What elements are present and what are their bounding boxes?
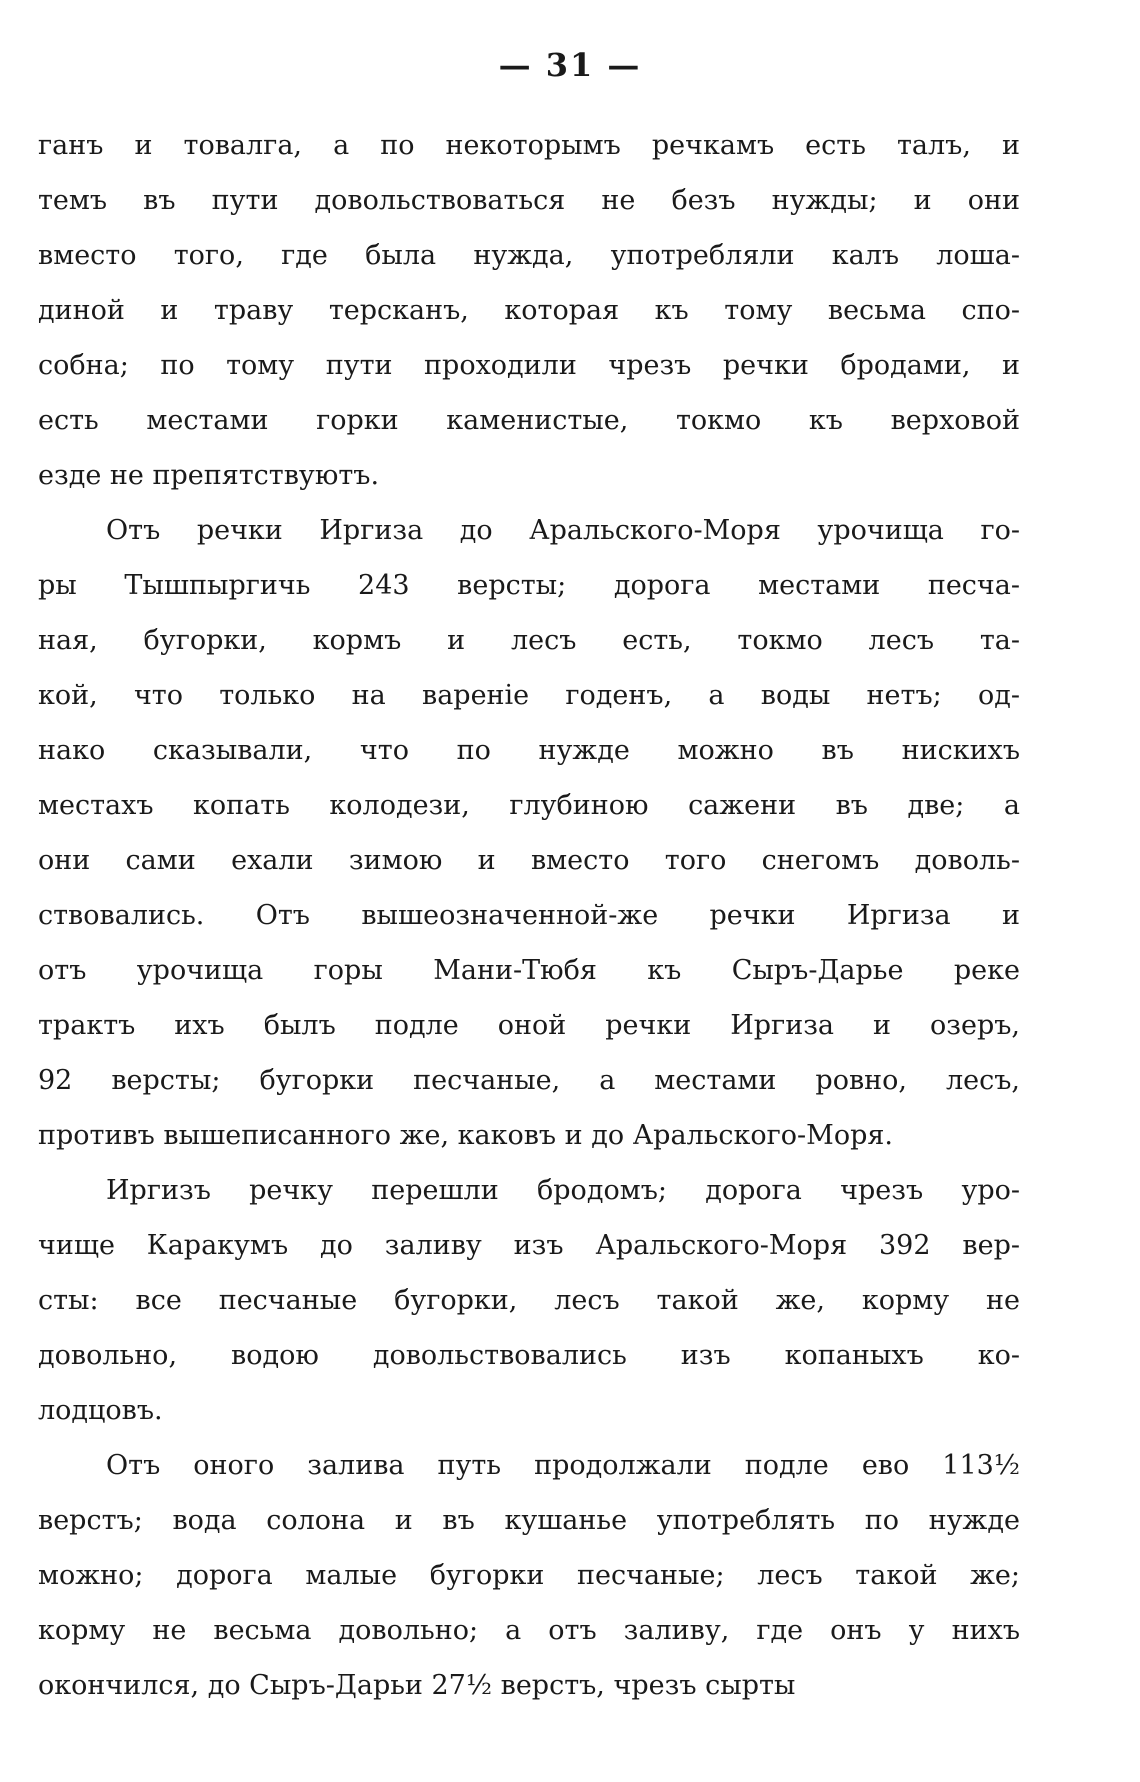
text-line: сты: все песчаные бугорки, лесъ такой же, корму не (38, 1285, 1020, 1316)
text-line: можно; дорога малые бугорки песчаные; лесъ такой же; (38, 1560, 1020, 1591)
text-line: местахъ копать колодези, глубиною сажени въ две; а (38, 790, 1020, 821)
text-line: езде не препятствуютъ. (38, 460, 380, 491)
text-line: корму не весьма довольно; а отъ заливу, где онъ у нихъ (38, 1615, 1020, 1646)
text-line: довольно, водою довольствовались изъ копаныхъ ко- (38, 1340, 1020, 1371)
text-line: трактъ ихъ былъ подле оной речки Иргиза и озеръ, (38, 1010, 1020, 1041)
paragraph (38, 1163, 1020, 1438)
text-line: ганъ и товалга, а по некоторымъ речкамъ есть талъ, и (38, 130, 1020, 161)
text-line: они сами ехали зимою и вместо того снегомъ доволь- (38, 845, 1020, 876)
text-line: Отъ оного залива путь продолжали подле ево 113½ (106, 1450, 1020, 1481)
text-line: чище Каракумъ до заливу изъ Аральского-Моря 392 вер- (38, 1230, 1020, 1261)
text-line: ствовались. Отъ вышеозначенной-же речки Иргиза и (38, 900, 1020, 931)
body-text (38, 118, 1020, 1713)
text-line: ры Тышпыргичь 243 версты; дорога местами песча- (38, 570, 1020, 601)
paragraph (38, 503, 1020, 1163)
text-line: темъ въ пути довольствоваться не безъ нужды; и они (38, 185, 1020, 216)
text-line: Иргизъ речку перешли бродомъ; дорога чрезъ уро- (106, 1175, 1020, 1206)
text-line: отъ урочища горы Мани-Тюбя къ Сыръ-Дарье реке (38, 955, 1020, 986)
text-line: окончился, до Сыръ-Дарьи 27½ верстъ, чрезъ сырты (38, 1670, 796, 1701)
text-line: верстъ; вода солона и въ кушанье употреблять по нужде (38, 1505, 1020, 1536)
text-line: лодцовъ. (38, 1395, 163, 1426)
paragraph (38, 118, 1020, 503)
text-line: Отъ речки Иргиза до Аральского-Моря урочища го- (106, 515, 1020, 546)
text-line: ная, бугорки, кормъ и лесъ есть, токмо лесъ та- (38, 625, 1020, 656)
text-line: нако сказывали, что по нужде можно въ нискихъ (38, 735, 1020, 766)
text-line: вместо того, где была нужда, употребляли калъ лоша- (38, 240, 1020, 271)
text-line: противъ вышеписанного же, каковъ и до Аральского-Моря. (38, 1120, 893, 1151)
page-number: — 31 — (498, 46, 642, 84)
text-line: есть местами горки каменистые, токмо къ верховой (38, 405, 1020, 436)
text-line: диной и траву терсканъ, которая къ тому весьма спо- (38, 295, 1020, 326)
paragraph (38, 1438, 1020, 1713)
text-line: собна; по тому пути проходили чрезъ речки бродами, и (38, 350, 1020, 381)
text-line: 92 версты; бугорки песчаные, а местами ровно, лесъ, (38, 1065, 1020, 1096)
text-line: кой, что только на вареніе годенъ, а воды нетъ; од- (38, 680, 1020, 711)
